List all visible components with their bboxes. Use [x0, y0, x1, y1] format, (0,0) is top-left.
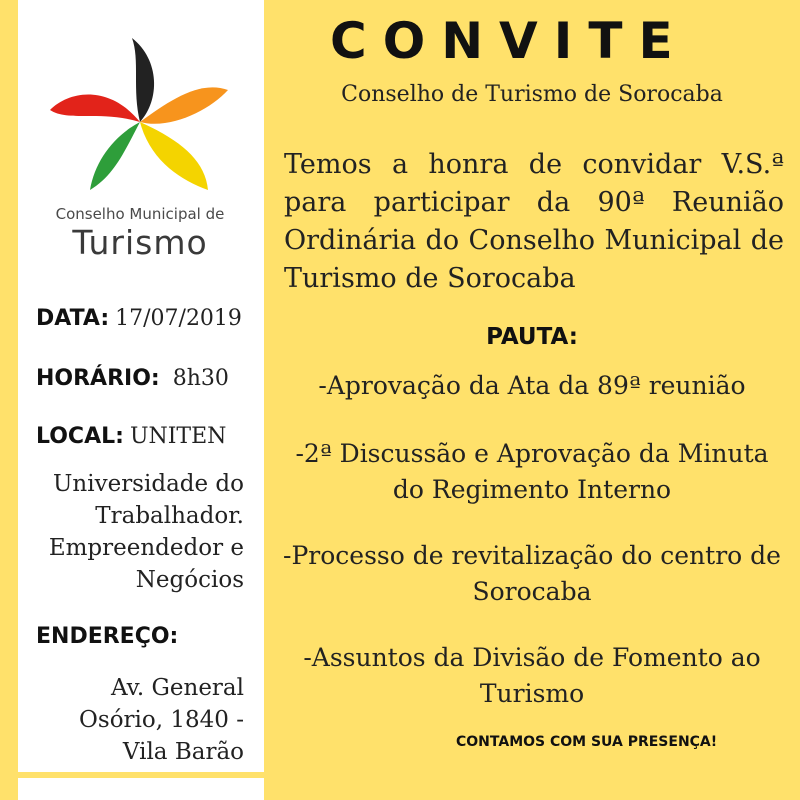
place-label: LOCAL: — [36, 424, 124, 449]
date-row — [36, 306, 242, 331]
address-row — [36, 624, 184, 649]
page-subtitle: Conselho de Turismo de Sorocaba — [341, 82, 723, 107]
address-label: ENDEREÇO: — [36, 624, 179, 649]
left-accent-strip — [0, 0, 18, 800]
logo-line2: Turismo — [72, 223, 208, 262]
page-title: CONVITE — [330, 12, 689, 70]
place-value: UNITEN — [129, 424, 227, 449]
agenda-item: -Assuntos da Divisão de Fomento ao Turismo — [303, 643, 761, 708]
invitation-text: Temos a honra de convidar V.S.ª para participar da 90ª Reunião Ordinária do Conselho Municipal de Turismo de Sorocaba — [284, 149, 784, 294]
address-value: Av. General Osório, 1840 - Vila Barão — [79, 675, 244, 765]
agenda-heading: PAUTA: — [486, 324, 578, 350]
pinwheel-logo-icon — [40, 30, 240, 205]
logo-line1: Conselho Municipal de — [55, 205, 225, 223]
date-label: DATA: — [36, 306, 110, 331]
agenda-item: -2ª Discussão e Aprovação da Minuta do Regimento Interno — [295, 439, 769, 504]
time-value: 8h30 — [172, 366, 229, 391]
time-label: HORÁRIO: — [36, 366, 160, 391]
bottom-accent-line — [0, 772, 800, 778]
agenda-item: -Aprovação da Ata da 89ª reunião — [318, 371, 746, 400]
closing-message: CONTAMOS COM SUA PRESENÇA! — [456, 734, 718, 750]
council-logo — [40, 30, 240, 270]
place-description: Universidade do Trabalhador. Empreendedor e Negócios — [48, 471, 244, 593]
date-value: 17/07/2019 — [115, 306, 242, 331]
time-row — [36, 366, 229, 391]
agenda-item: -Processo de revitalização do centro de Sorocaba — [283, 541, 781, 606]
place-row — [36, 424, 226, 449]
